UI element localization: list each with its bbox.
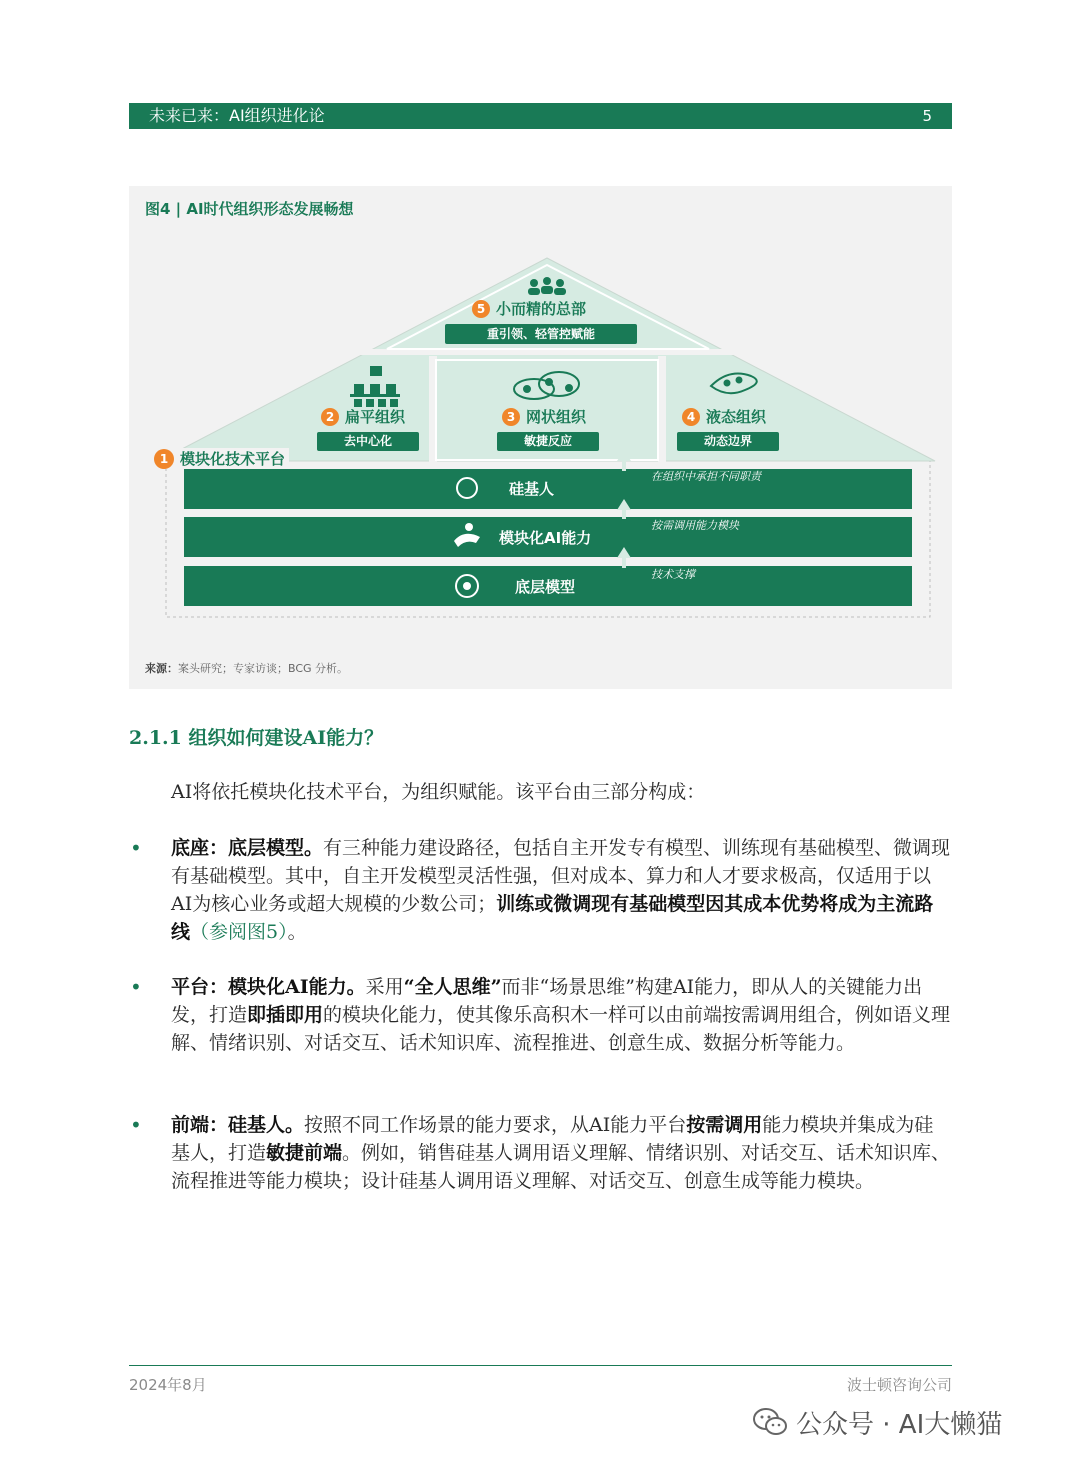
room-title: 扁平组织 xyxy=(345,408,406,426)
bullet-frontend xyxy=(171,1111,951,1195)
header-title: 未来已来：AI组织进化论 xyxy=(149,106,325,125)
wechat-icon xyxy=(752,1407,788,1437)
footer-company: 波士顿咨询公司 xyxy=(846,1376,952,1394)
platform-label xyxy=(154,448,289,469)
roof-subtitle: 重引领、轻管控赋能 xyxy=(445,324,637,344)
room-title: 液态组织 xyxy=(706,408,767,426)
layer-label: 模块化AI能力 xyxy=(499,529,592,547)
intro-paragraph: AI将依托模块化技术平台，为组织赋能。该平台由三部分构成： xyxy=(171,781,706,803)
badge-number: 2 xyxy=(321,408,339,426)
bullet-dot: • xyxy=(130,836,142,860)
room-label-flat xyxy=(321,406,405,427)
bullet-lead: 底座：底层模型。 xyxy=(171,837,324,859)
layer-label: 硅基人 xyxy=(509,480,555,498)
platform-title: 模块化技术平台 xyxy=(180,450,286,468)
bullet-text: 按照不同工作场景的能力要求，从AI能力平台 xyxy=(304,1114,687,1136)
room-label-liquid xyxy=(682,406,766,427)
layer-note: 按需调用能力模块 xyxy=(651,519,739,532)
source-label: 来源： xyxy=(145,662,178,675)
figure-panel xyxy=(129,186,952,689)
bullet-emphasis: 按需调用 xyxy=(686,1114,763,1136)
bullet-emphasis: 即插即用 xyxy=(247,1004,324,1026)
layer-note: 在组织中承担不同职责 xyxy=(651,470,761,483)
watermark xyxy=(752,1404,1002,1440)
room-subtitle: 敏捷反应 xyxy=(497,432,599,451)
figure-reference-link[interactable]: （参阅图5） xyxy=(190,921,288,943)
roof-title: 小而精的总部 xyxy=(496,300,587,318)
badge-number: 3 xyxy=(502,408,520,426)
bullet-text: 采用 xyxy=(365,976,404,998)
bullet-dot: • xyxy=(130,1113,142,1137)
page-number: 5 xyxy=(922,107,932,125)
bullet-text: 能力模块并集成为硅基人，打造 xyxy=(171,1114,934,1164)
bullet-text: 。例如，销售硅基人调用语义理解、情绪识别、对话交互、话术知识库、流程推进等能力模块；设计硅基人调用语义理解、对话交互、创意生成等能力模块。 xyxy=(171,1142,951,1192)
header-bar xyxy=(129,103,952,129)
bullet-text: 有三种能力建设路径，包括自主开发专有模型、训练现有基础模型、微调现有基础模型。其中，自主开发模型灵活性强，但对成本、算力和人才要求极高，仅适用于以AI为核心业务或超大规模的少数公司； xyxy=(171,837,951,915)
bullet-emphasis: 训练或微调现有基础模型因其成本优势将成为主流路线 xyxy=(171,893,934,943)
footer-rule xyxy=(129,1365,952,1366)
bullet-tail: 。 xyxy=(287,921,307,943)
figure-source xyxy=(145,660,348,676)
room-subtitle: 动态边界 xyxy=(677,432,779,451)
team-icon xyxy=(528,277,566,295)
room-label-network xyxy=(502,406,586,427)
bullet-lead: 前端：硅基人。 xyxy=(171,1114,305,1136)
bullet-emphasis: 敏捷前端 xyxy=(266,1142,343,1164)
layer-label: 底层模型 xyxy=(515,578,576,596)
source-text: 案头研究；专家访谈；BCG 分析。 xyxy=(178,662,349,675)
badge-number: 4 xyxy=(682,408,700,426)
watermark-text: 公众号 · AI大懒猫 xyxy=(796,1409,1003,1440)
roof-label xyxy=(472,298,586,319)
layer-note: 技术支撑 xyxy=(651,568,695,581)
footer-date: 2024年8月 xyxy=(129,1376,207,1394)
bullet-lead: 平台：模块化AI能力。 xyxy=(171,976,366,998)
bullet-text: 的模块化能力，使其像乐高积木一样可以由前端按需调用组合，例如语义理解、情绪识别、对话交互、话术知识库、流程推进、创意生成、数据分析等能力。 xyxy=(171,1004,951,1054)
bullet-base-model xyxy=(171,834,951,946)
bullet-text: 而非“场景思维”构建AI能力，即从人的关键能力出发，打造 xyxy=(171,976,923,1026)
room-subtitle: 去中心化 xyxy=(317,432,419,451)
figure-title: 图4 | AI时代组织形态发展畅想 xyxy=(145,200,354,218)
bullet-dot: • xyxy=(130,975,142,999)
bullet-ai-platform xyxy=(171,973,951,1057)
section-title: 2.1.1 组织如何建设AI能力？ xyxy=(129,727,384,749)
badge-number: 5 xyxy=(472,300,490,318)
room-title: 网状组织 xyxy=(526,408,587,426)
bullet-emphasis: “全人思维” xyxy=(403,976,502,998)
badge-number: 1 xyxy=(154,449,174,469)
